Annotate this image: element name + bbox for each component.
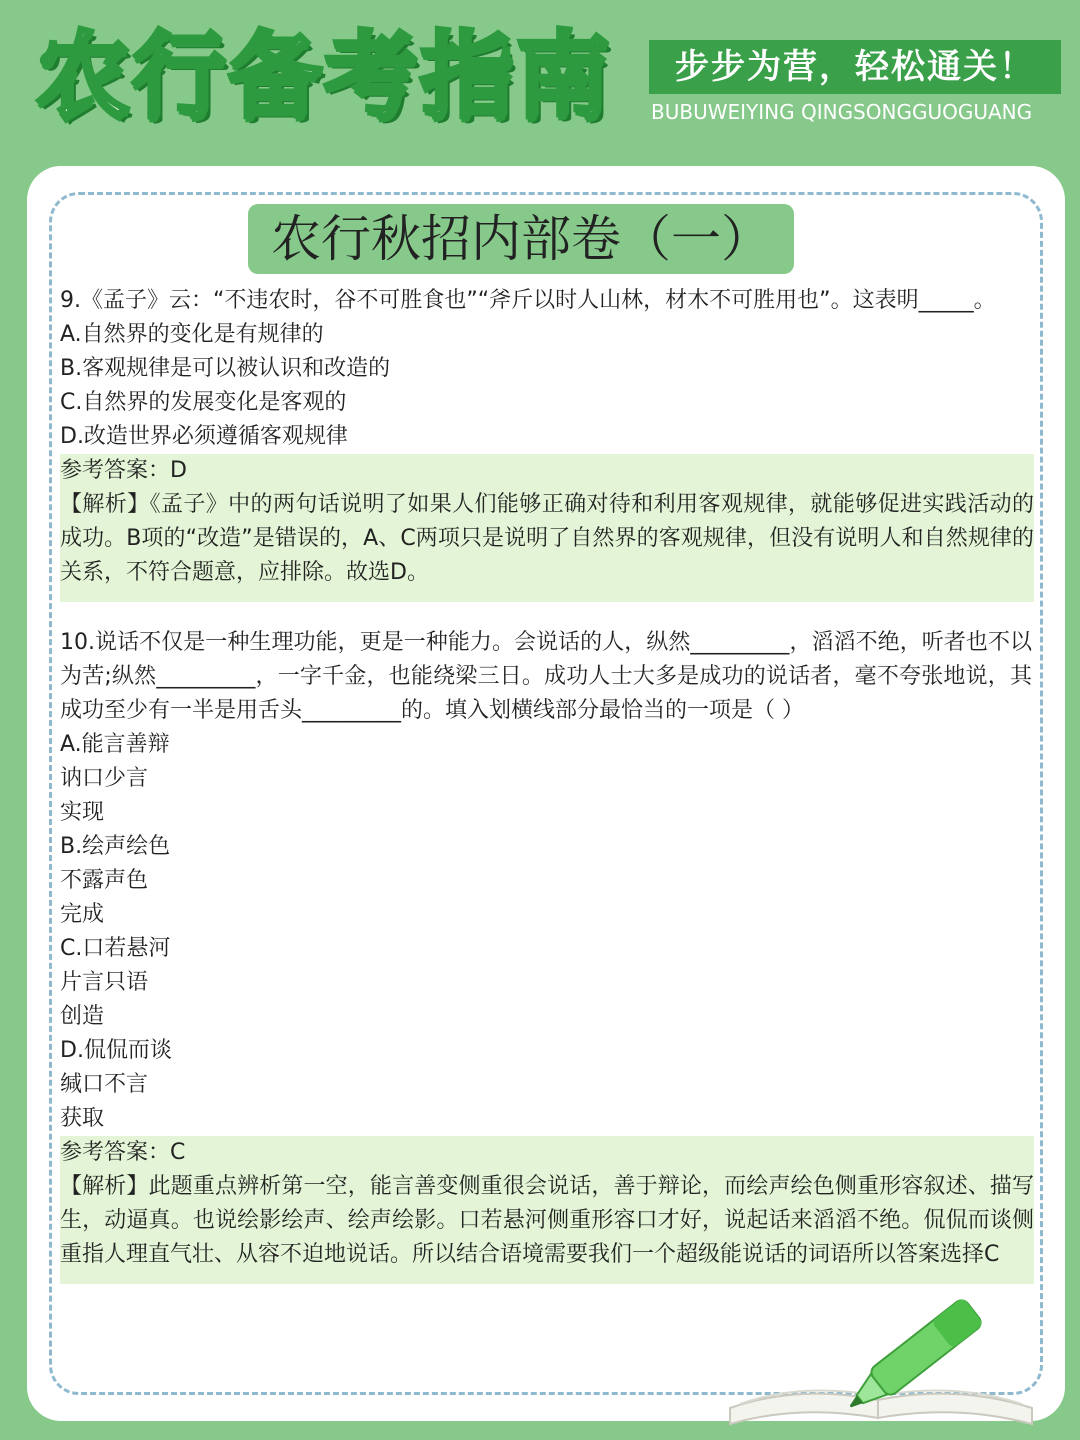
question-9-answer: 参考答案：D: [60, 458, 187, 483]
question-10-option: 片言只语: [60, 970, 149, 995]
page-title: 农行备考指南: [36, 22, 613, 131]
question-10-option: A.能言善辩: [60, 732, 170, 757]
question-10-option: 创造: [60, 1004, 105, 1029]
question-9-option: A.自然界的变化是有规律的: [60, 322, 324, 347]
question-9-analysis: 【解析】《孟子》中的两句话说明了如果人们能够正确对待和利用客观规律，就能够促进实践活动的成功。B项的“改造”是错误的，A、C两项只是说明了自然界的客观规律，但没有说明人和自然规律的关系，不符合题意，应排除。故选D。: [60, 492, 1034, 585]
slogan-banner: 步步为营，轻松通关！: [649, 40, 1061, 94]
slogan-pinyin: BUBUWEIYING QINGSONGGUOGUANG: [651, 100, 1033, 124]
question-10-option: D.侃侃而谈: [60, 1038, 172, 1063]
question-10-option: C.口若悬河: [60, 936, 171, 961]
question-10-answer: 参考答案：C: [60, 1140, 186, 1165]
content-card: [27, 166, 1065, 1421]
question-10-option: 不露声色: [60, 868, 149, 893]
question-10-option: 获取: [60, 1106, 105, 1131]
question-10-answer-block: [60, 1136, 1034, 1284]
question-9-option: B.客观规律是可以被认识和改造的: [60, 356, 391, 381]
card-title: 农行秋招内部卷（一）: [248, 204, 794, 274]
question-10-option: B.绘声绘色: [60, 834, 171, 859]
question-9-option: D.改造世界必须遵循客观规律: [60, 424, 348, 449]
question-9-answer-block: [60, 454, 1034, 602]
question-9-option: C.自然界的发展变化是客观的: [60, 390, 347, 415]
questions: [60, 284, 1032, 1284]
question-9-stem: 9.《孟子》云：“不违农时，谷不可胜食也”“斧斤以时人山林，材木不可胜用也”。这表明_____。: [60, 288, 996, 313]
question-10-stem: 10.说话不仅是一种生理功能，更是一种能力。会说话的人，纵然_________，滔滔不绝，听者也不以为苦;纵然_________，一字千金，也能绕梁三日。成功人士大多是成功的说话者，毫不夸张地说，其成功至少有一半是用舌头_________的。填入划横线部分最恰当的一项是（ ）: [60, 630, 1032, 723]
question-10-option: 完成: [60, 902, 105, 927]
question-10-option: 缄口不言: [60, 1072, 149, 1097]
header: [0, 0, 1080, 160]
question-10-analysis: 【解析】此题重点辨析第一空，能言善变侧重很会说话，善于辩论，而绘声绘色侧重形容叙述、描写生，动逼真。也说绘影绘声、绘声绘影。口若悬河侧重形容口才好，说起话来滔滔不绝。侃侃而谈侧重指人理直气壮、从容不迫地说话。所以结合语境需要我们一个超级能说话的词语所以答案选择C: [60, 1174, 1034, 1267]
book-and-pen-illustration: [720, 1296, 1040, 1426]
question-10-option: 讷口少言: [60, 766, 149, 791]
question-10-option: 实现: [60, 800, 105, 825]
